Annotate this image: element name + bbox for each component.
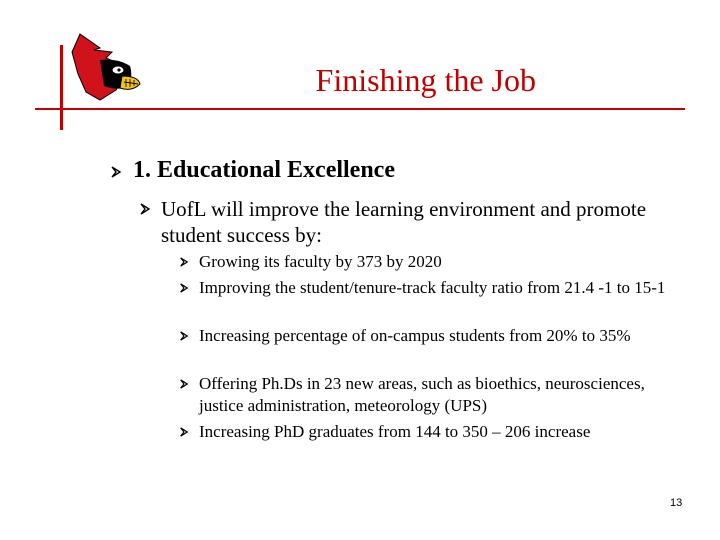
list-item: Improving the student/tenure-track faculty ratio from 21.4 -1 to 15-1 [199, 278, 666, 297]
accent-horizontal-line [35, 108, 685, 110]
arrow-bullet-icon [110, 166, 122, 178]
arrow-bullet-icon [179, 379, 189, 389]
list-item: Increasing PhD graduates from 144 to 350 – 206 increase [199, 422, 591, 441]
accent-vertical-line [60, 45, 63, 130]
arrow-bullet-icon [179, 257, 189, 267]
intro-text: UofL will improve the learning environment and promote student success by: [161, 197, 647, 247]
list-item: Increasing percentage of on-campus students from 20% to 35% [199, 326, 631, 345]
arrow-bullet-icon [179, 283, 189, 293]
arrow-bullet-icon [139, 203, 151, 215]
arrow-bullet-icon [179, 331, 189, 341]
list-item: Growing its faculty by 373 by 2020 [199, 252, 442, 271]
list-item: Offering Ph.Ds in 23 new areas, such as bioethics, neurosciences, justice administration, meteorology (UPS) [199, 374, 645, 415]
cardinal-bird-icon [60, 30, 150, 110]
slide-title: Finishing the Job [315, 62, 536, 98]
page-number: 13 [670, 497, 683, 509]
cardinal-logo [60, 30, 150, 110]
arrow-bullet-icon [179, 427, 189, 437]
section-heading: 1. Educational Excellence [133, 157, 395, 183]
